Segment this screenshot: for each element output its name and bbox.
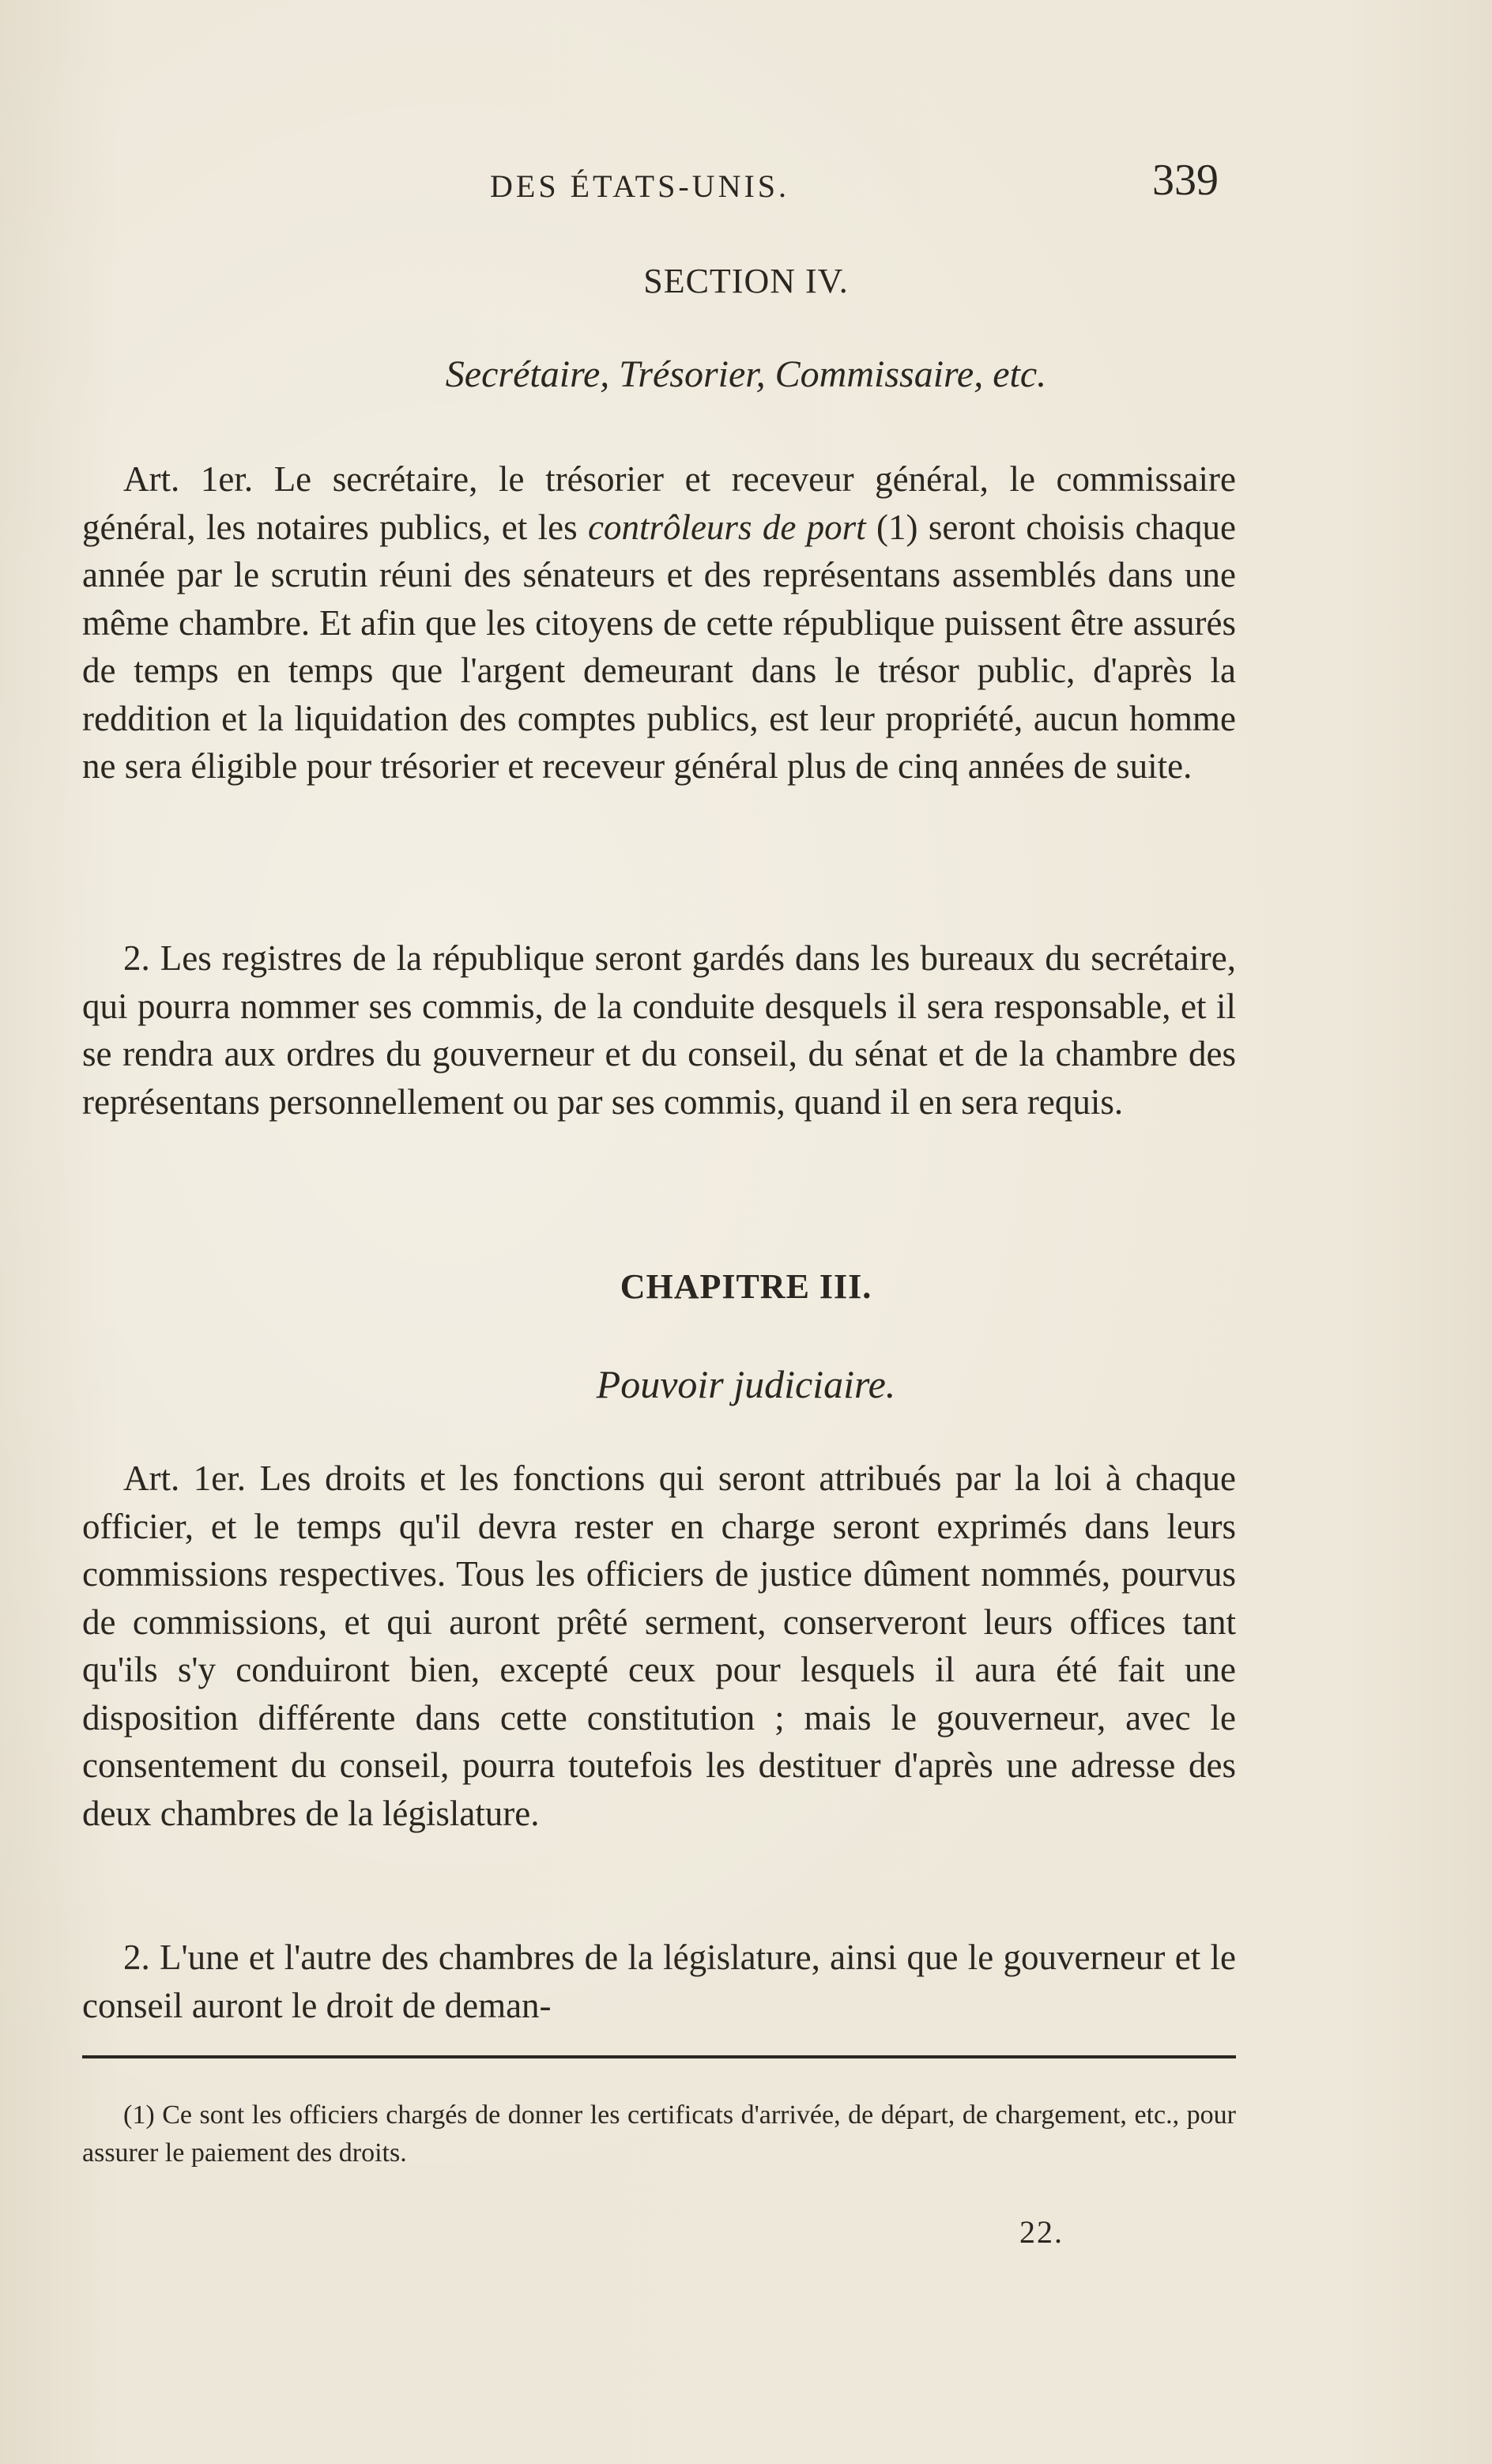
- paragraph-text: (1) seront choisis chaque année par le scrutin réuni des sénateurs et des représentans assemblés dans une même chambre. Et afin que les citoyens de cette république puissent être assurés de temps en temps que l'argent demeurant dans le trésor public, d'après la reddition et la liquidation des comptes publics, est leur propriété, aucun homme ne sera éligible pour trésorier et receveur général plus de cinq années de suite.: [82, 507, 1236, 786]
- signature-mark: 22.: [1019, 2214, 1064, 2250]
- chapter-subtitle: Pouvoir judiciaire.: [596, 1362, 896, 1406]
- paragraph-text: Art. 1er. Le secrétaire, le trésorier et receveur général, le commissaire général, les notaires publics, et les: [82, 459, 1236, 547]
- footnote: (1) Ce sont les officiers chargés de donner les certificats d'arrivée, de départ, de chargement, etc., pour assurer le paiement des droits.: [82, 2100, 1236, 2168]
- paragraph: 2. Les registres de la république seront gardés dans les bureaux du secrétaire, qui pourra nommer ses commis, de la conduite desquels il sera responsable, et il se rendra aux ordres du gouverneur et du conseil, du sénat et de la chambre des représentans personnellement ou par ses commis, quand il en sera requis.: [82, 938, 1236, 1122]
- page-number: 339: [1152, 156, 1219, 205]
- running-head: DES ÉTATS-UNIS.: [490, 168, 790, 204]
- italic-term: contrôleurs de port: [587, 507, 866, 547]
- section-article-1: [82, 455, 1236, 791]
- chapter-article-1: [82, 1455, 1236, 1837]
- section-title: SECTION IV.: [643, 262, 849, 300]
- paragraph: [82, 455, 1236, 791]
- section-subtitle: Secrétaire, Trésorier, Commissaire, etc.: [445, 353, 1047, 395]
- paragraph: 2. L'une et l'autre des chambres de la législature, ainsi que le gouverneur et le conseil auront le droit de deman-: [82, 1938, 1236, 2025]
- chapter-article-2: [82, 1934, 1236, 2029]
- chapter-title: CHAPITRE III.: [620, 1267, 872, 1306]
- section-article-2: [82, 934, 1236, 1126]
- paragraph: Art. 1er. Les droits et les fonctions qui seront attribués par la loi à chaque officier, et le temps qu'il devra rester en charge seront exprimés dans leurs commissions respectives. Tous les officiers de justice dûment nommés, pourvus de commissions, et qui auront prêté serment, conserveront leurs offices tant qu'ils s'y conduiront bien, excepté ceux pour lesquels il aura été fait une disposition différente dans cette constitution ; mais le gouverneur, avec le consentement du conseil, pourra toutefois les destituer d'après une adresse des deux chambres de la législature.: [82, 1458, 1236, 1833]
- footnote-rule: [82, 2055, 1236, 2058]
